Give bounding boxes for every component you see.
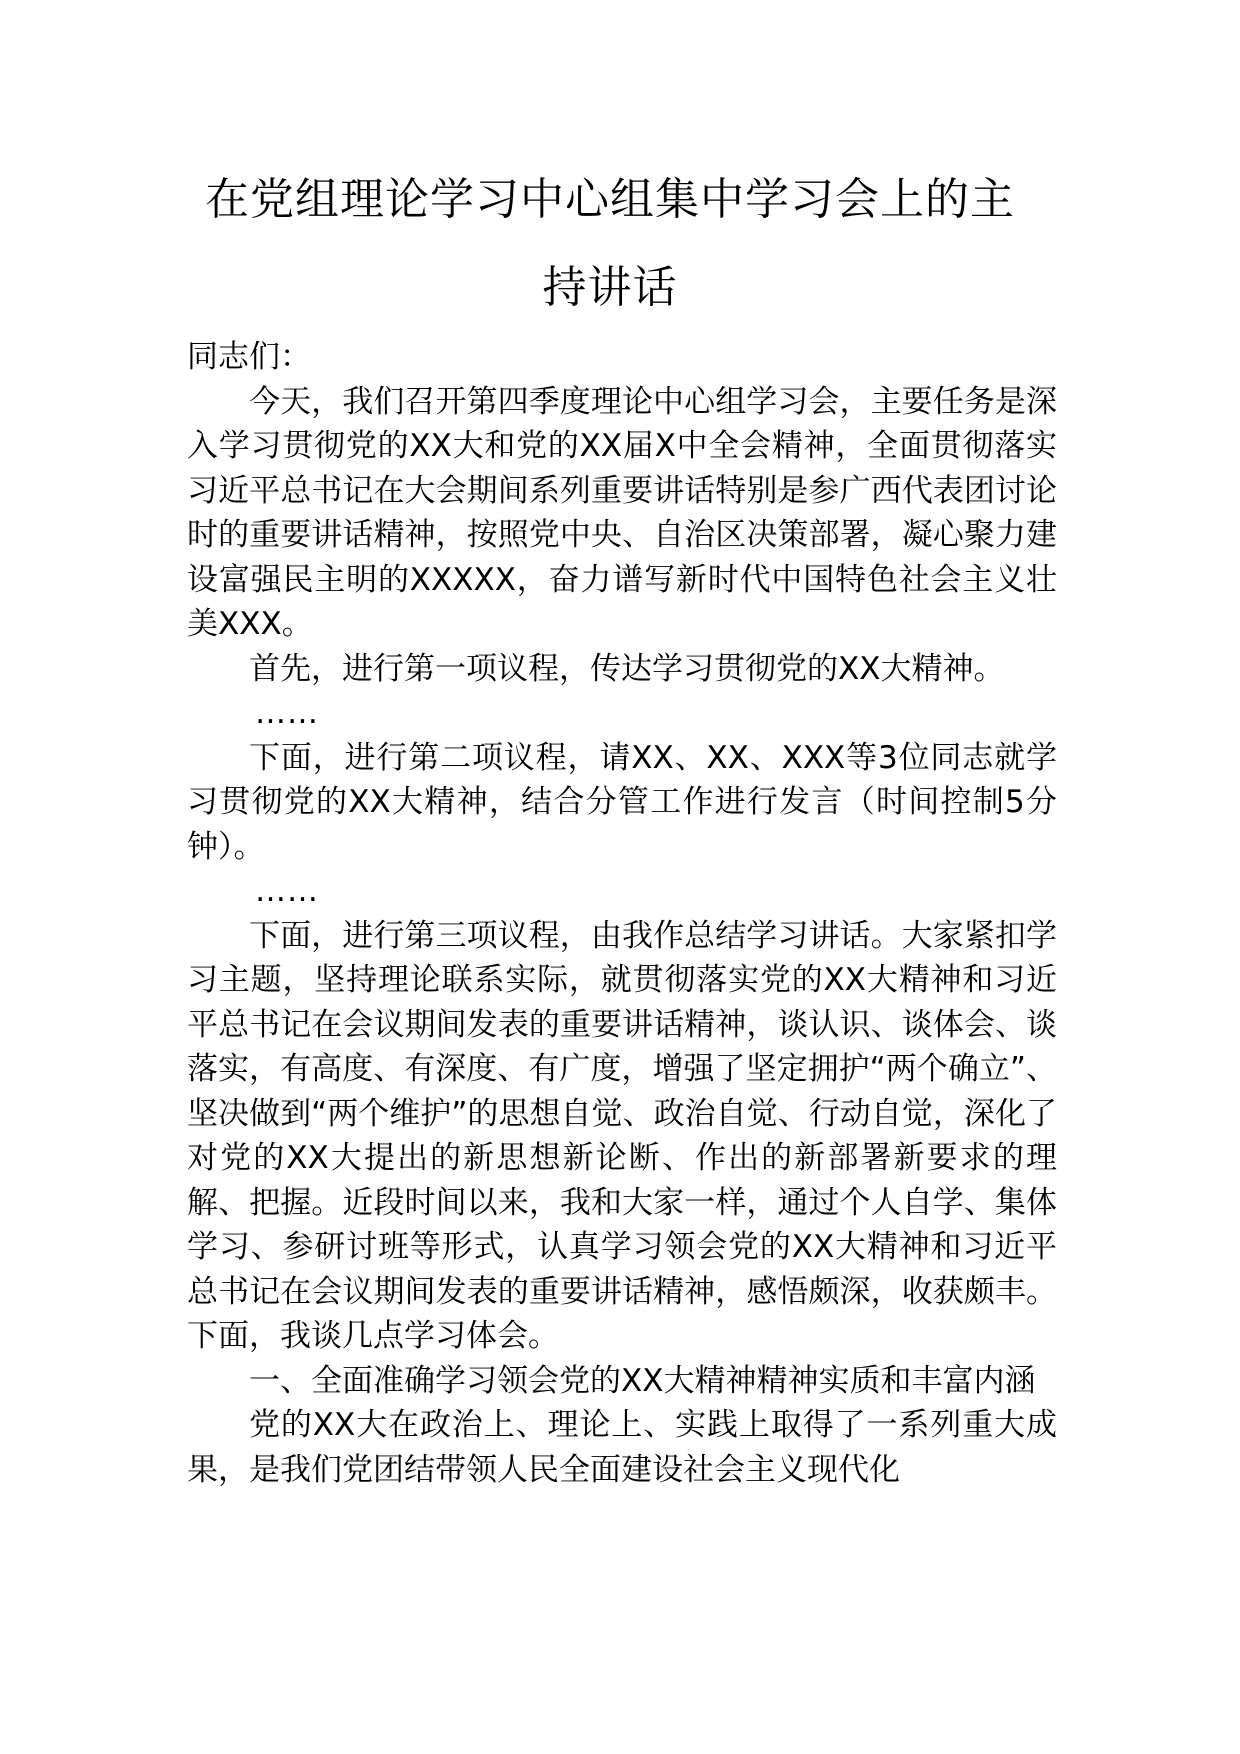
section-heading-1: 一、全面准确学习领会党的XX大精神精神实质和丰富内涵	[249, 1362, 1036, 1399]
document-title-line-1: 在党组理论学习中心组集中学习会上的主	[205, 174, 1015, 225]
document-body	[187, 335, 1057, 1492]
paragraph-agenda-2: 下面，进行第二项议程，请XX、XX、XXX等3位同志就学习贯彻党的XX大精神，结合分管工作进行发言（时间控制5分钟）。	[187, 739, 1057, 865]
paragraph-agenda-3: 下面，进行第三项议程，由我作总结学习讲话。大家紧扣学习主题，坚持理论联系实际，就贯彻落实党的XX大精神和习近平总书记在会议期间发表的重要讲话精神，谈认识、谈体会、谈落实，有高度、有深度、有广度，增强了坚定拥护“两个确立”、坚决做到“两个维护”的思想自觉、政治自觉、行动自觉，深化了对党的XX大提出的新思想新论断、作出的新部署新要求的理解、把握。近段时间以来，我和大家一样，通过个人自学、集体学习、参研讨班等形式，认真学习领会党的XX大精神和习近平总书记在会议期间发表的重要讲话精神，感悟颇深，收获颇丰。下面，我谈几点学习体会。	[187, 917, 1057, 1354]
document-title-line-2: 持讲话	[542, 262, 678, 313]
paragraph-agenda-1: 首先，进行第一项议程，传达学习贯彻党的XX大精神。	[249, 650, 1005, 687]
ellipsis-1: ……	[255, 695, 319, 731]
paragraph-opening: 今天，我们召开第四季度理论中心组学习会，主要任务是深入学习贯彻党的XX大和党的XX届X中全会精神，全面贯彻落实习近平总书记在大会期间系列重要讲话特别是参广西代表团讨论时的重要讲话精神，按照党中央、自治区决策部署，凝心聚力建设富强民主明的XXXXX，奋力谱写新时代中国特色社会主义壮美XXX。	[187, 383, 1057, 642]
paragraph-section-1: 党的XX大在政治上、理论上、实践上取得了一系列重大成果，是我们党团结带领人民全面建设社会主义现代化	[187, 1407, 1057, 1488]
ellipsis-2: ……	[255, 873, 319, 909]
salutation: 同志们：	[187, 339, 311, 375]
